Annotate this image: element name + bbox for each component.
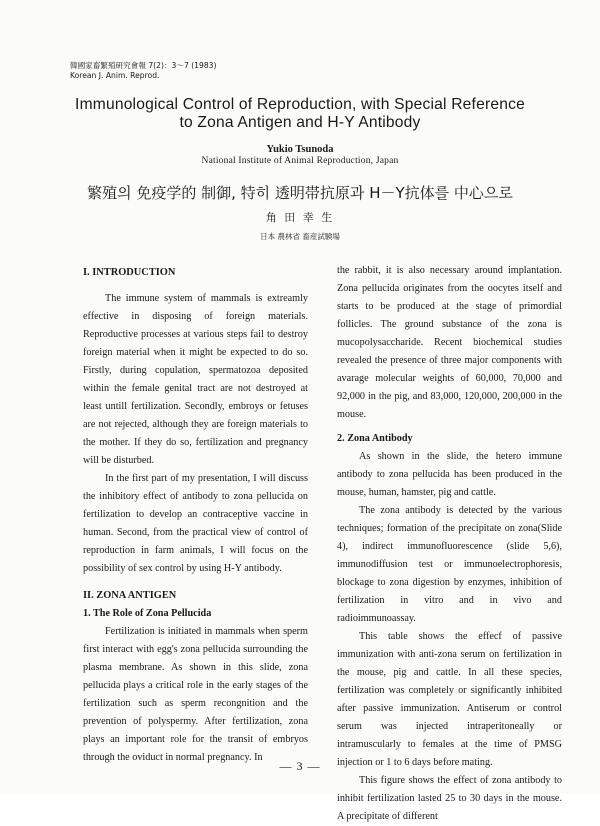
author-affiliation: National Institute of Animal Reproduction, Japan [201,156,399,166]
paragraph: The zona antibody is detected by the various techniques; formation of the precipitate on zona(Slide 4), indirect immunofluorescence (slide 5,6), immunodiffusion test or immunoelectrophoresis, blockage to zona digestion by enzymes, inhibition of fertilization in vitro and in vivo and radioimmunoassay. [337,505,562,624]
korean-author: 角 田 幸 生 [265,211,335,224]
section-heading-zona-antigen: II. ZONA ANTIGEN [83,590,177,601]
left-column [83,262,308,767]
paragraph: This table shows the effecf of passive immunization with anti-zona serum on fertilization in the mouse, pig and cattle. In all these species, fertilization was completely or significantly inhibited after passive immunization. Antiserum or control serum was injected intraperitoneally or intramuscularly to females at the time of PMSG injection or 1 to 6 days before mating. [337,631,562,768]
paper-title-line-1: Immunological Control of Reproduction, with Special Reference [75,96,525,113]
page-number: — 3 — [279,759,321,773]
author-name: Yukio Tsunoda [266,144,334,155]
right-column [337,262,562,826]
korean-affiliation: 日本 農林省 畜産試験場 [260,232,340,241]
paragraph: The immune system of mammals is extreamly effective in disposing of foreign materials. Reproductive processes at various steps fail to destroy foreign material when it might be expected to do so. Firstly, during copulation, spermatozoa deposited within the female genital tract are not destroyed at least untill fertilization. Secondly, embroys or fetuses are not rejected, although they are foreign materials to the mother. If they do so, fertilization and pregnancy will be disturbed. [83,293,308,466]
paragraph-continued: the rabbit, it is also necessary around implantation. Zona pellucida originates from the oocytes itself and starts to be produced at the stage of primordial follicles. The ground substance of the zona is mucopolysaccharide. Recent biochemical studies revealed the presence of three major components with avarage molecular weights of 60,000, 70,000 and 92,000 in the pig, and 83,000, 120,000, 200,000 in the mouse. [337,265,562,420]
journal-citation-english: Korean J. Anim. Reprod. [70,70,160,80]
paragraph: Fertilization is initiated in mammals when sperm first interact with egg's zona pellucida surrounding the plasma membrane. As shown in this slide, zona pellucida plays a critical role in the early stages of the fertilization such as sperm recongnition and the prevention of polyspermy. After fertilization, zona plays an important role for the transit of embryos through the oviduct in normal pregnancy. In [83,626,308,763]
korean-title: 繁殖의 免疫学的 制御, 特히 透明帯抗原과 H－Y抗体를 中心으로 [87,184,513,202]
subsection-heading-role-of-zona: 1. The Role of Zona Pellucida [83,608,212,619]
journal-citation [70,61,216,80]
paper-title-line-2: to Zona Antigen and H-Y Antibody [179,114,421,131]
subsection-heading-zona-antibody: 2. Zona Antibody [337,433,413,444]
section-heading-introduction: I. INTRODUCTION [83,267,176,278]
paragraph: This figure shows the effect of zona antibody to inhibit fertilization lasted 25 to 30 days in the mouse. A precipitate of different [337,775,562,822]
paragraph: As shown in the slide, the hetero immune antibody to zona pellucida has been produced in the mouse, human, hamster, pig and cattle. [337,451,562,498]
paragraph: In the first part of my presentation, I will discuss the inhibitory effect of antibody to zona pellucida on fertilization to develop an contraceptive vaccine in human. Second, from the practical view of control of reproduction in farm animals, I will focus on the possibility of sex control by using H-Y antibody. [83,473,308,574]
journal-citation-korean: 韓國家畜繁殖硏究會報 7(2)：3～7 (1983) [70,61,217,70]
